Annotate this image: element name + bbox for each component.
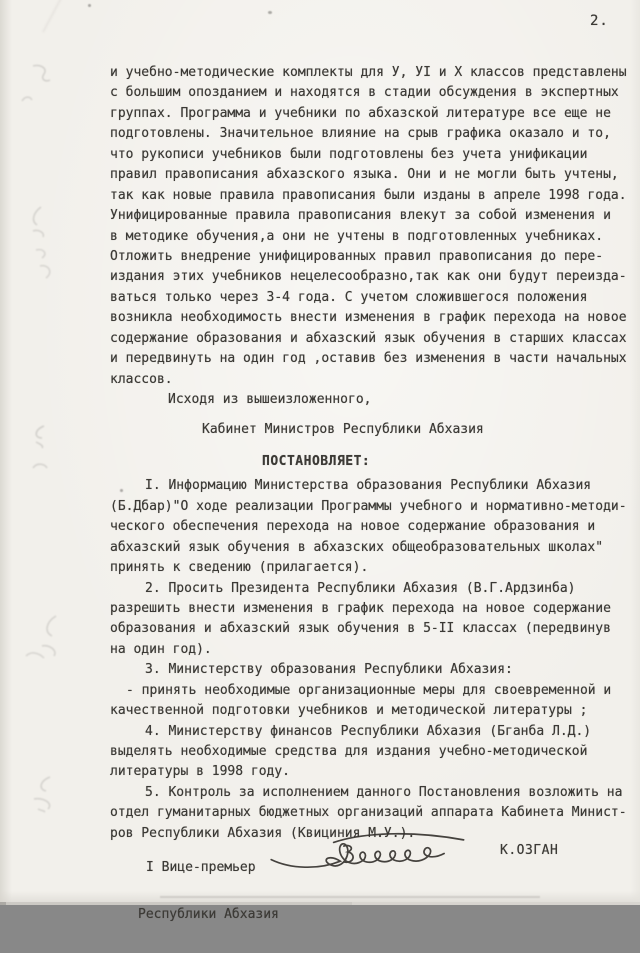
scan-smudge (31, 458, 49, 474)
text-line: классов. (110, 371, 173, 387)
text-line: 4. Министерству финансов Республики Абхазия (Бганба Л.Д.) (145, 723, 592, 739)
text-line: Исходя из вышеизложенного, (168, 392, 372, 407)
signer-name: К.ОЗГАН (500, 843, 559, 858)
text-line: ПОСТАНОВЛЯЕТ: (262, 453, 371, 469)
scan-speck (88, 4, 91, 7)
scan-smudge (30, 62, 52, 86)
text-line: так как новые правила правописания были изданы в апреле 1998 года. (110, 187, 627, 203)
text-line: отдел гуманитарных бюджетных организаций аппарата Кабинета Минист- (110, 805, 627, 821)
text-line: на один год). (110, 641, 212, 657)
scan-smudge (27, 205, 49, 239)
text-line: ваться только через 3-4 года. С учетом сложившегося положения (110, 289, 588, 305)
text-line: в методике обучения,а они не учтены в подготовленных учебниках. (110, 228, 604, 244)
page-number: 2. (590, 13, 609, 29)
text-line: принять к сведению (прилагается). (110, 560, 369, 576)
handwritten-signature (267, 819, 481, 884)
text-line: правил правописания абхазского языка. Они и не могли быть учтены, (110, 167, 619, 183)
text-line: и передвинуть на один год ,оставив без изменения в части начальных (110, 351, 627, 367)
scan-smudge (38, 614, 62, 658)
text-line: качественной подготовки учебников и методической литературы ; (110, 703, 588, 719)
scan-smudge (30, 424, 50, 450)
scan-speck (268, 11, 272, 14)
text-line: 3. Министерству образования Республики Абхазия: (145, 662, 513, 678)
text-line: образования и абхазский язык обучения в 5-II классах (передвинув (110, 621, 611, 637)
text-line: - принять необходимые организационные меры для своевременной и (126, 682, 612, 698)
signer-title-line1: I Вице-премьер (146, 860, 256, 875)
text-line: возникла необходимость внести изменения в график перехода на новое (110, 310, 627, 326)
text-line: группах. Программа и учебники по абхазской литературе все еще не (110, 105, 611, 121)
text-line: разрешить внести изменения в график перехода на новое содержание (110, 600, 611, 616)
signer-title-line2: Республики Абхазия (138, 906, 279, 922)
text-line: содержание образования и абхазский язык обучения в старших классах (110, 330, 627, 346)
paper-crease (43, 0, 133, 65)
text-line: I. Информацию Министерства образования Республики Абхазия (145, 478, 592, 494)
text-line: и учебно-методические комплекты для У, УІ и Х классов представлены (110, 65, 627, 80)
text-line: 2. Просить Президента Республики Абхазия (В.Г.Ардзинба) (145, 580, 576, 596)
text-line: абхазский язык обучения в абхазских общеобразовательных школах" (110, 539, 604, 555)
signer-title (138, 829, 279, 953)
text-line: подготовлены. Значительное влияние на срыв графика оказало и то, (110, 126, 611, 142)
text-line: ров Республики Абхазия (Квициния М.У.). (110, 825, 416, 841)
text-line: Отложить внедрение унифицированных правил правописания до пере- (110, 248, 604, 264)
text-line: Кабинет Министров Республики Абхазия (202, 422, 484, 438)
text-line: что рукописи учебников были подготовлены без учета унификации (110, 146, 588, 162)
text-line: литературы в 1998 году. (110, 764, 291, 780)
text-line: выделять необходимые средства для издания учебно-методической (110, 744, 588, 759)
text-line: ческого обеспечения перехода на новое содержание образования и (110, 519, 596, 535)
scan-smudge (20, 93, 34, 105)
text-line: Унифицированные правила правописания влекут за собой изменения и (110, 208, 611, 224)
document-body (110, 63, 636, 844)
text-line: 5. Контроль за исполнением данного Постановления возложить на (145, 784, 623, 800)
text-line: (Б.Дбар)"О ходе реализации Программы учебного и нормативно-методи- (110, 498, 627, 514)
text-line: издания этих учебников нецелесообразно,так как они будут переизда- (110, 269, 627, 285)
scan-smudge (30, 775, 58, 813)
scan-smudge (32, 246, 56, 282)
text-line: с большим опозданием и находятся в стадии обсуждения в экспертных (110, 85, 619, 101)
scan-smudge (24, 648, 46, 662)
scan-edge (0, 902, 640, 905)
